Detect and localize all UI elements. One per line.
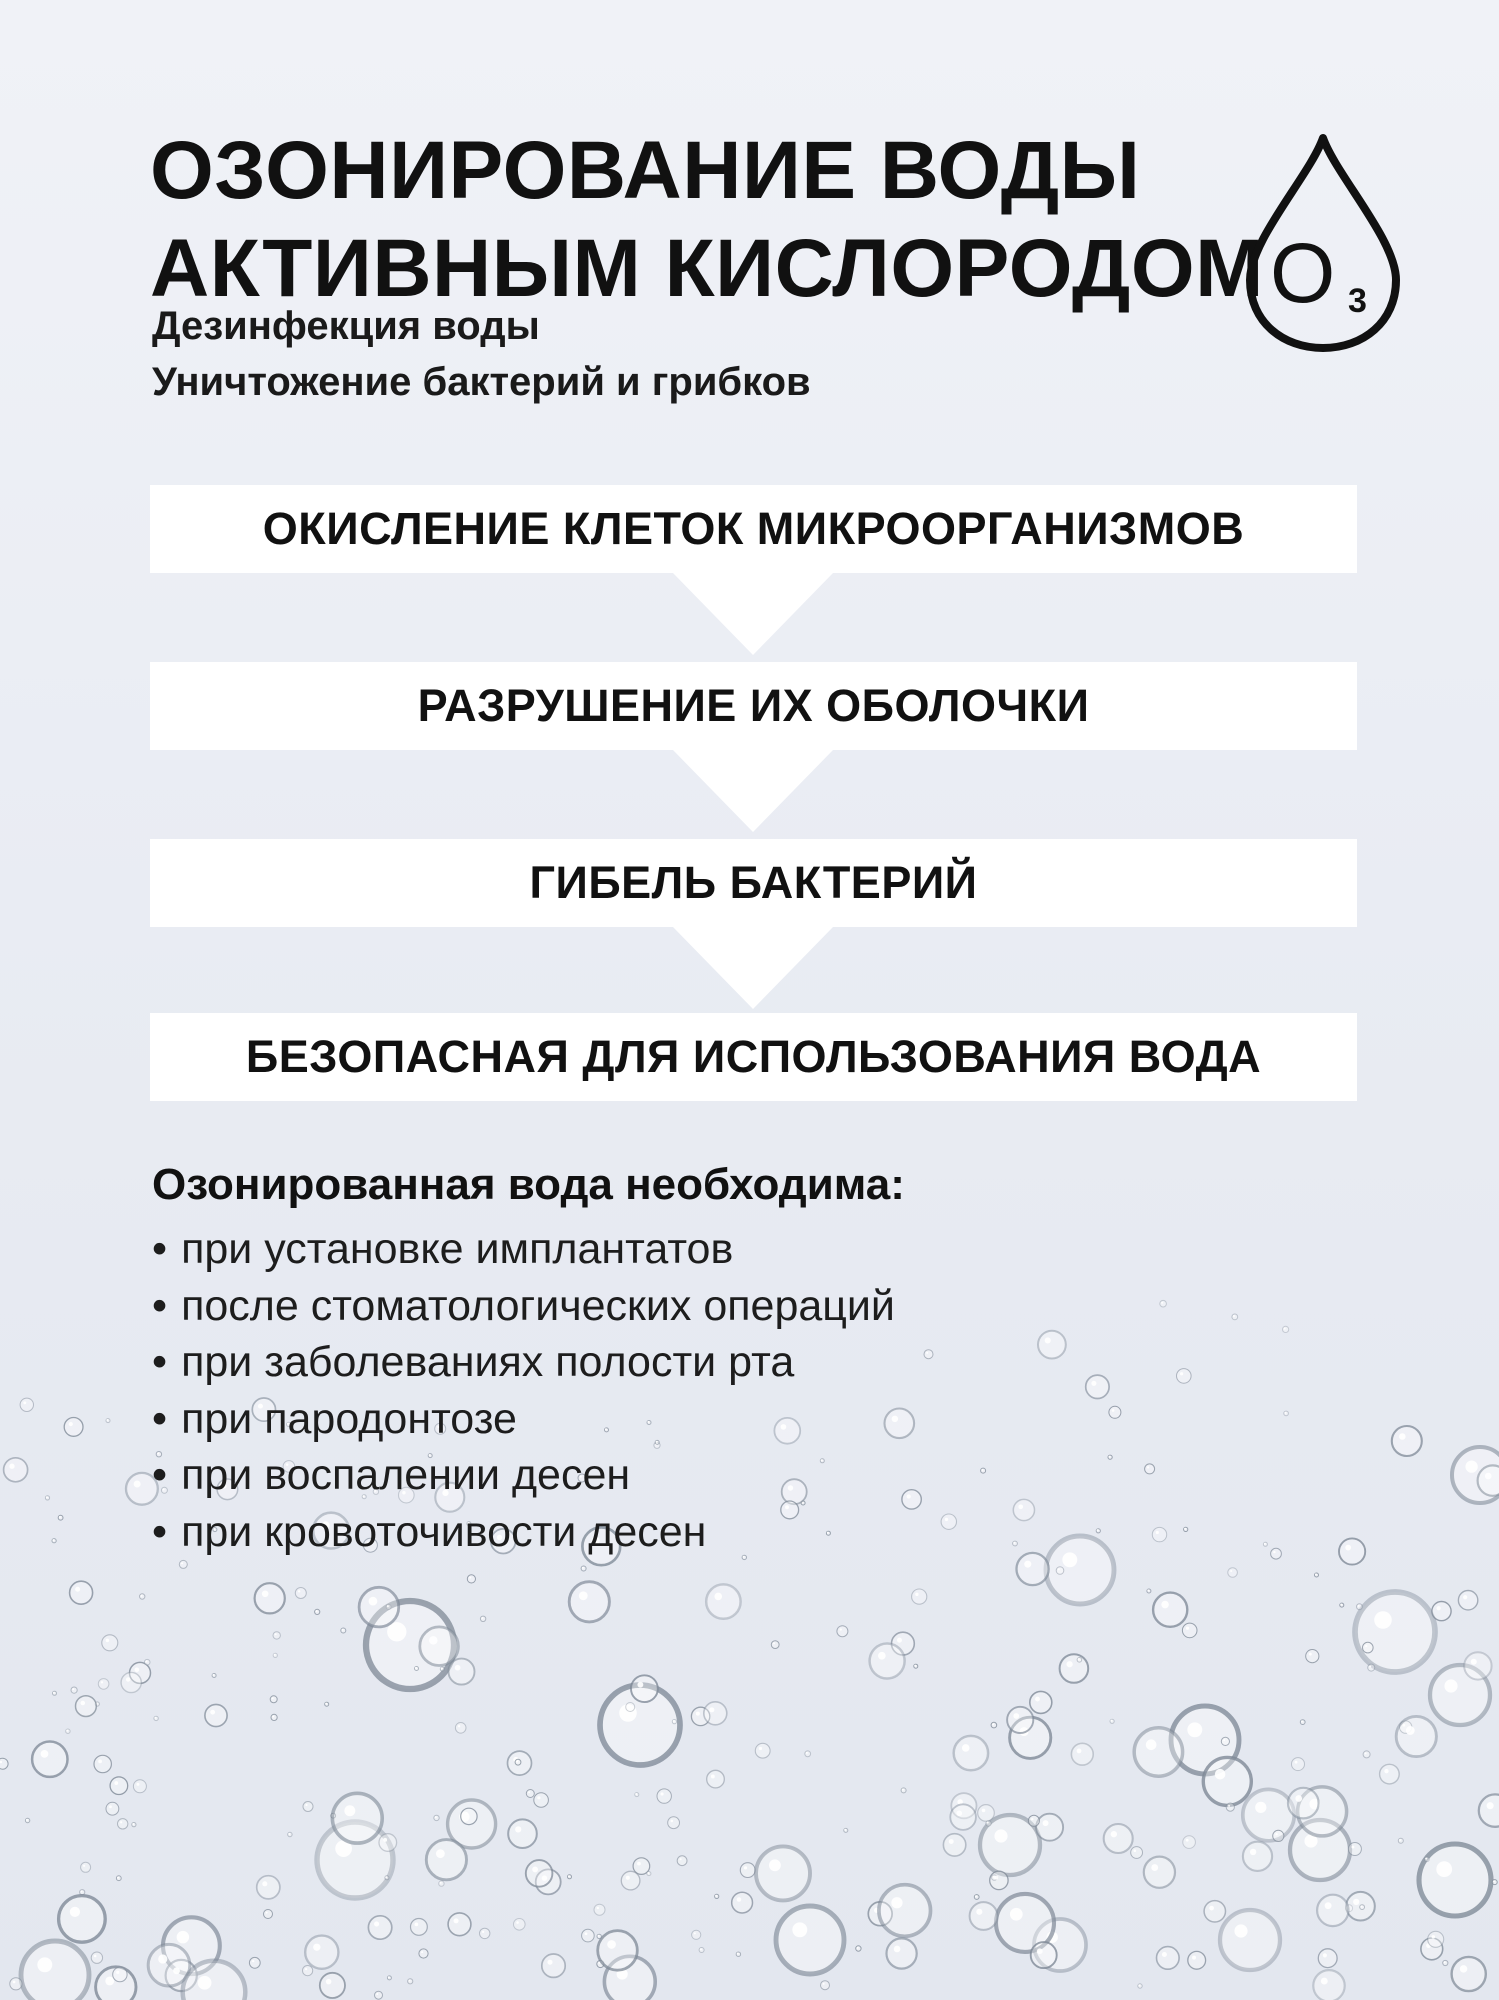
water-bubble — [81, 1862, 91, 1872]
water-bubble — [45, 1496, 49, 1500]
water-bubble — [1109, 1406, 1121, 1418]
water-bubble — [288, 1832, 292, 1836]
chevron-down-icon — [673, 573, 833, 668]
water-bubble — [1028, 1815, 1039, 1826]
water-bubble — [526, 1790, 534, 1798]
ozone-drop-icon — [1240, 130, 1406, 354]
water-bubble — [385, 1876, 389, 1880]
water-bubble — [106, 1802, 119, 1815]
water-bubble — [106, 1419, 110, 1423]
water-bubble — [212, 1674, 216, 1678]
water-bubble — [58, 1515, 63, 1520]
list-item: • при установке имплантатов — [152, 1221, 905, 1278]
water-bubble — [755, 1743, 770, 1758]
water-bubble — [4, 1458, 28, 1482]
water-bubble — [1031, 1942, 1057, 1968]
water-bubble — [52, 1539, 56, 1543]
water-bubble — [901, 1788, 906, 1793]
list-item: • при заболеваниях полости рта — [152, 1334, 905, 1391]
water-bubble — [368, 1916, 391, 1939]
water-bubble — [379, 1834, 397, 1852]
list-item: • при кровоточивости десен — [152, 1504, 905, 1561]
water-bubble — [981, 1468, 986, 1473]
water-bubble — [756, 1846, 810, 1900]
water-bubble — [1396, 1716, 1436, 1756]
water-bubble — [771, 1641, 779, 1649]
water-bubble — [1419, 1844, 1491, 1916]
water-bubble — [1363, 1642, 1374, 1653]
water-bubble — [113, 1967, 127, 1981]
list-item: • при воспалении десен — [152, 1447, 905, 1504]
water-bubble — [1443, 1960, 1448, 1965]
water-bubble — [1368, 1664, 1375, 1671]
chevron-down-icon — [673, 927, 833, 1022]
water-bubble — [1110, 1719, 1114, 1723]
water-bubble — [116, 1876, 121, 1881]
water-bubble — [978, 1805, 995, 1822]
title-line-1: ОЗОНИРОВАНИЕ ВОДЫ — [150, 125, 1141, 216]
water-bubble — [1263, 1542, 1267, 1546]
water-bubble — [1360, 1905, 1365, 1910]
water-bubble — [359, 1587, 399, 1627]
water-bubble — [20, 1398, 33, 1411]
water-bubble — [1220, 1910, 1280, 1970]
water-bubble — [295, 1588, 306, 1599]
water-bubble — [1355, 1592, 1435, 1672]
flow-step-2: РАЗРУШЕНИЕ ИХ ОБОЛОЧКИ — [150, 662, 1357, 750]
water-bubble — [1318, 1949, 1337, 1968]
main-title — [150, 122, 1264, 318]
water-bubble — [480, 1928, 490, 1938]
water-bubble — [821, 1981, 830, 1990]
water-bubble — [692, 1930, 701, 1939]
subtitle — [152, 298, 811, 410]
water-bubble — [1425, 1857, 1430, 1862]
water-bubble — [1038, 1331, 1066, 1359]
water-bubble — [715, 1894, 719, 1898]
water-bubble — [110, 1777, 128, 1795]
water-bubble — [668, 1817, 680, 1829]
water-bubble — [597, 1934, 601, 1938]
water-bubble — [1204, 1901, 1225, 1922]
water-bubble — [1134, 1728, 1182, 1776]
water-bubble — [426, 1840, 466, 1880]
water-bubble — [1492, 1880, 1497, 1885]
water-bubble — [1357, 1604, 1363, 1610]
water-bubble — [320, 1973, 345, 1998]
water-bubble — [631, 1675, 658, 1702]
water-bubble — [415, 1667, 419, 1671]
water-bubble — [1228, 1568, 1238, 1578]
water-bubble — [991, 1722, 997, 1728]
water-bubble — [647, 1872, 651, 1876]
water-bubble — [805, 1751, 811, 1757]
water-bubble — [1348, 1843, 1361, 1856]
water-bubble — [1071, 1743, 1093, 1765]
usage-title: Озонированная вода необходима: — [152, 1160, 905, 1209]
water-bubble — [1096, 1529, 1100, 1533]
water-bubble — [1478, 1465, 1499, 1495]
water-bubble — [255, 1583, 285, 1613]
water-bubble — [534, 1793, 549, 1808]
water-bubble — [1131, 1847, 1143, 1859]
water-bubble — [970, 1902, 998, 1930]
water-bubble — [419, 1949, 428, 1958]
water-bubble — [870, 1644, 905, 1679]
water-bubble — [581, 1566, 586, 1571]
water-bubble — [569, 1582, 609, 1622]
water-bubble — [420, 1627, 459, 1666]
flow-step-1: ОКИСЛЕНИЕ КЛЕТОК МИКРООРГАНИЗМОВ — [150, 485, 1357, 573]
water-bubble — [315, 1609, 320, 1614]
o3-main-letter: O — [1270, 226, 1336, 320]
water-bubble — [707, 1770, 725, 1788]
water-bubble — [1363, 1751, 1370, 1758]
water-bubble — [1144, 1857, 1175, 1888]
water-bubble — [467, 1575, 475, 1583]
water-bubble — [1339, 1538, 1365, 1564]
water-bubble — [305, 1936, 338, 1969]
water-bubble — [1145, 1464, 1155, 1474]
water-bubble — [59, 1896, 106, 1943]
subtitle-line-2: Уничтожение бактерий и грибков — [152, 360, 811, 404]
water-bubble — [25, 1818, 29, 1822]
water-bubble — [986, 1821, 991, 1826]
list-item: • при пародонтозе — [152, 1391, 905, 1448]
flow-step-3: ГИБЕЛЬ БАКТЕРИЙ — [150, 839, 1357, 927]
water-bubble — [480, 1616, 485, 1621]
water-bubble — [1036, 1814, 1063, 1841]
water-bubble — [461, 1808, 477, 1824]
water-bubble — [1138, 1984, 1142, 1988]
water-bubble — [70, 1581, 93, 1604]
water-bubble — [704, 1702, 727, 1725]
water-bubble — [657, 1789, 671, 1803]
water-bubble — [332, 1793, 382, 1843]
subtitle-line-1: Дезинфекция воды — [152, 304, 540, 348]
water-bubble — [408, 1979, 413, 1984]
water-bubble — [776, 1906, 844, 1974]
water-bubble — [1271, 1548, 1282, 1559]
water-bubble — [954, 1736, 988, 1770]
water-bubble — [94, 1755, 111, 1772]
water-bubble — [732, 1892, 753, 1913]
water-bubble — [879, 1885, 931, 1937]
water-bubble — [856, 1946, 861, 1951]
water-bubble — [32, 1742, 67, 1777]
water-bubble — [1007, 1707, 1033, 1733]
water-bubble — [974, 1895, 979, 1900]
water-bubble — [71, 1687, 77, 1693]
water-bubble — [706, 1584, 740, 1618]
water-bubble — [270, 1696, 277, 1703]
water-bubble — [1182, 1623, 1197, 1638]
water-bubble — [1177, 1369, 1192, 1384]
water-bubble — [144, 1659, 150, 1665]
water-bubble — [303, 1966, 313, 1976]
water-bubble — [264, 1910, 273, 1919]
water-bubble — [1153, 1593, 1187, 1627]
water-bubble — [76, 1696, 97, 1717]
water-bubble — [1226, 1803, 1234, 1811]
water-bubble — [736, 1952, 740, 1956]
water-bubble — [10, 1978, 22, 1990]
water-bubble — [91, 1952, 102, 1963]
water-bubble — [1184, 1527, 1188, 1531]
water-bubble — [1458, 1591, 1477, 1610]
water-bubble — [1188, 1951, 1206, 1969]
water-bubble — [950, 1804, 976, 1830]
water-bubble — [1479, 1794, 1499, 1826]
water-bubble — [699, 1948, 704, 1953]
water-bubble — [626, 1703, 635, 1712]
water-bubble — [132, 1823, 136, 1827]
water-bubble — [257, 1876, 280, 1899]
water-bubble — [273, 1653, 277, 1657]
water-bubble — [1013, 1499, 1034, 1520]
water-bubble — [1017, 1553, 1049, 1585]
water-bubble — [1160, 1300, 1167, 1307]
water-bubble — [1221, 1737, 1229, 1745]
water-bubble — [1313, 1970, 1344, 2000]
water-bubble — [941, 1514, 956, 1529]
water-bubble — [1203, 1757, 1251, 1805]
water-bubble — [837, 1626, 848, 1637]
o3-subscript: 3 — [1348, 282, 1367, 320]
water-bubble — [924, 1350, 933, 1359]
water-bubble — [387, 1976, 391, 1980]
water-bubble — [66, 1729, 70, 1733]
water-bubble — [1288, 1788, 1319, 1819]
usage-section — [152, 1155, 905, 1560]
water-bubble — [1157, 1947, 1180, 1970]
water-bubble — [1104, 1824, 1133, 1853]
water-bubble — [1315, 1573, 1319, 1577]
water-bubble — [303, 1802, 313, 1812]
water-bubble — [1056, 1567, 1064, 1575]
water-bubble — [1317, 1895, 1348, 1926]
water-bubble — [1013, 1541, 1018, 1546]
list-item: • после стоматологических операций — [152, 1278, 905, 1335]
water-bubble — [118, 1819, 128, 1829]
usage-list — [152, 1221, 905, 1560]
water-bubble — [635, 1793, 639, 1797]
water-bubble — [542, 1954, 565, 1977]
water-bubble — [273, 1632, 280, 1639]
title-line-2: АКТИВНЫМ КИСЛОРОДОМ — [150, 223, 1264, 314]
water-bubble — [508, 1819, 537, 1848]
water-bubble — [53, 1691, 57, 1695]
water-bubble — [1432, 1602, 1451, 1621]
water-bubble — [526, 1860, 553, 1887]
water-bubble — [0, 1758, 8, 1769]
water-bubble — [990, 1871, 1008, 1889]
water-bubble — [677, 1856, 687, 1866]
water-bubble — [887, 1938, 917, 1968]
water-bubble — [1452, 1957, 1486, 1991]
water-bubble — [249, 1957, 260, 1968]
water-bubble — [102, 1635, 118, 1651]
water-bubble — [64, 1418, 83, 1437]
water-bubble — [1392, 1426, 1422, 1456]
water-bubble — [179, 1560, 187, 1568]
water-bubble — [568, 1875, 572, 1879]
water-bubble — [1183, 1836, 1196, 1849]
water-bubble — [672, 1720, 676, 1724]
water-bubble — [271, 1714, 277, 1720]
water-bubble — [375, 1991, 383, 1999]
water-bubble — [1273, 1830, 1284, 1841]
water-bubble — [621, 1871, 640, 1890]
water-bubble — [740, 1863, 755, 1878]
water-bubble — [1086, 1375, 1109, 1398]
water-bubble — [140, 1594, 145, 1599]
water-bubble — [1428, 1931, 1444, 1947]
water-bubble — [154, 1716, 158, 1720]
water-bubble — [1300, 1720, 1305, 1725]
water-bubble — [325, 1702, 329, 1706]
water-bubble — [448, 1913, 471, 1936]
water-bubble — [1340, 1603, 1344, 1607]
water-bubble — [1306, 1650, 1319, 1663]
water-bubble — [1030, 1691, 1052, 1713]
water-bubble — [582, 1929, 595, 1942]
water-bubble — [1108, 1455, 1112, 1459]
water-bubble — [98, 1679, 109, 1690]
water-bubble — [1464, 1652, 1491, 1679]
water-bubble — [1284, 1411, 1289, 1416]
water-bubble — [1380, 1764, 1400, 1784]
water-bubble — [449, 1659, 475, 1685]
water-bubble — [1060, 1654, 1089, 1683]
water-bubble — [1243, 1842, 1272, 1871]
water-bubble — [434, 1815, 439, 1820]
water-bubble — [1283, 1326, 1289, 1332]
chevron-down-icon — [673, 750, 833, 845]
process-flow — [150, 485, 1357, 1105]
water-bubble — [439, 1881, 444, 1886]
water-bubble — [598, 1931, 638, 1971]
water-bubble — [1292, 1758, 1305, 1771]
water-bubble — [205, 1704, 227, 1726]
water-bubble — [844, 1828, 848, 1832]
water-bubble — [21, 1941, 89, 2000]
flow-step-4: БЕЗОПАСНАЯ ДЛЯ ИСПОЛЬЗОВАНИЯ ВОДА — [150, 1013, 1357, 1101]
water-bubble — [1243, 1789, 1294, 1840]
water-bubble — [440, 1667, 444, 1671]
water-bubble — [341, 1628, 346, 1633]
water-bubble — [1152, 1527, 1166, 1541]
water-bubble — [1398, 1838, 1403, 1843]
water-bubble — [1232, 1314, 1238, 1320]
water-bubble — [121, 1672, 141, 1692]
water-bubble — [514, 1919, 526, 1931]
water-bubble — [515, 1759, 521, 1765]
water-bubble — [455, 1723, 466, 1734]
water-bubble — [594, 1904, 605, 1915]
water-bubble — [1147, 1589, 1151, 1593]
water-bubble — [411, 1919, 428, 1936]
water-bubble — [912, 1589, 927, 1604]
water-bubble — [133, 1780, 146, 1793]
water-bubble — [914, 1664, 918, 1668]
water-bubble — [943, 1834, 965, 1856]
